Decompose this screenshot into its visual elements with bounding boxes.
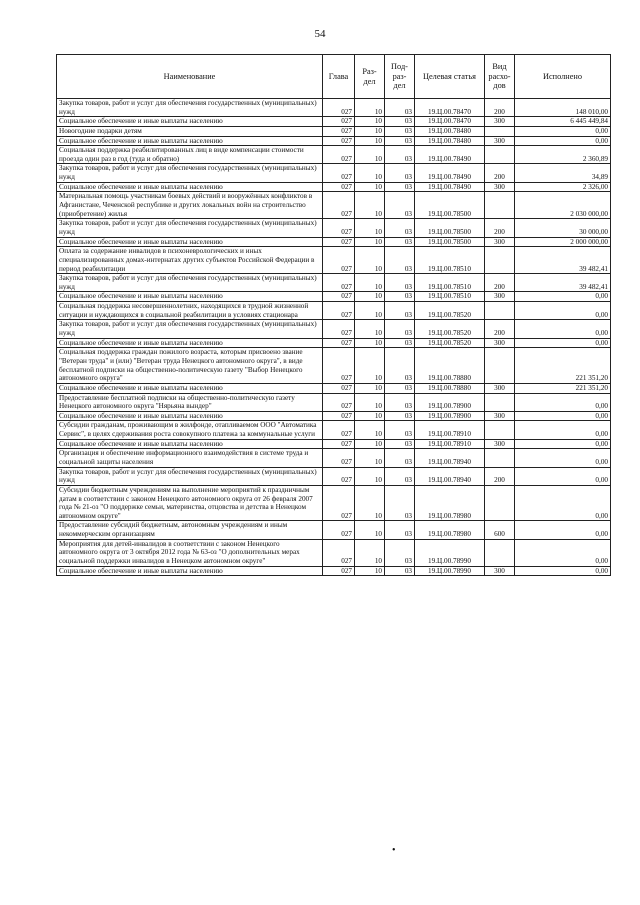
cell-vid: 300: [485, 566, 515, 576]
cell-razdel: 10: [355, 439, 385, 449]
table-row: [57, 136, 611, 146]
cell-ispolneno: 39 482,41: [515, 247, 611, 274]
cell-ispolneno: 0,00: [515, 449, 611, 467]
cell-ispolneno: 34,89: [515, 164, 611, 182]
cell-name: Социальная поддержка несовершеннолетних, находящихся в трудной жизненной ситуации и нуждающихся в социальной реабилитации в условиях стационара: [57, 302, 323, 320]
cell-podrazdel: 03: [385, 237, 415, 247]
cell-vid: [485, 393, 515, 411]
cell-name: Социальное обеспечение и иные выплаты населению: [57, 182, 323, 192]
budget-table: [56, 54, 611, 576]
cell-razdel: 10: [355, 182, 385, 192]
cell-razdel: 10: [355, 164, 385, 182]
cell-tselevaya: 19.Ц.00.78910: [415, 421, 485, 439]
table-row: [57, 182, 611, 192]
cell-razdel: 10: [355, 521, 385, 539]
cell-name: Оплата за содержание инвалидов в психоневрологических и иных специализированных домах-интернатах других субъектов Российской Федерации в период реабилитации: [57, 247, 323, 274]
cell-podrazdel: 03: [385, 320, 415, 338]
cell-name: Социальное обеспечение и иные выплаты населению: [57, 237, 323, 247]
cell-glava: 027: [323, 274, 355, 292]
cell-tselevaya: 19.Ц.00.78470: [415, 117, 485, 127]
cell-podrazdel: 03: [385, 247, 415, 274]
header-vid: Вид расхо- дов: [485, 55, 515, 99]
table-row: [57, 320, 611, 338]
cell-podrazdel: 03: [385, 219, 415, 237]
cell-vid: 200: [485, 274, 515, 292]
cell-vid: 200: [485, 99, 515, 117]
header-glava: Глава: [323, 55, 355, 99]
cell-podrazdel: 03: [385, 302, 415, 320]
cell-name: Организация и обеспечение информационного взаимодействия в системе труда и социальной защиты населения: [57, 449, 323, 467]
cell-name: Социальное обеспечение и иные выплаты населению: [57, 117, 323, 127]
cell-vid: 200: [485, 467, 515, 485]
cell-razdel: 10: [355, 274, 385, 292]
cell-razdel: 10: [355, 192, 385, 219]
cell-podrazdel: 03: [385, 126, 415, 136]
cell-razdel: 10: [355, 467, 385, 485]
cell-ispolneno: 2 326,00: [515, 182, 611, 192]
cell-vid: 300: [485, 439, 515, 449]
cell-podrazdel: 03: [385, 146, 415, 164]
table-row: [57, 99, 611, 117]
cell-vid: [485, 348, 515, 384]
cell-glava: 027: [323, 292, 355, 302]
header-tselevaya: Целевая статья: [415, 55, 485, 99]
cell-razdel: 10: [355, 126, 385, 136]
cell-razdel: 10: [355, 566, 385, 576]
cell-podrazdel: 03: [385, 274, 415, 292]
cell-tselevaya: 19.Ц.00.78990: [415, 539, 485, 566]
cell-name: Социальное обеспечение и иные выплаты населению: [57, 292, 323, 302]
cell-vid: 300: [485, 292, 515, 302]
table-row: [57, 485, 611, 521]
table-row: [57, 164, 611, 182]
table-row: [57, 383, 611, 393]
cell-glava: 027: [323, 320, 355, 338]
cell-name: Субсидии бюджетным учреждениям на выполнение мероприятий к праздничным датам в соответствии с законом Ненецкого автономного округа от 26 февраля 2007 года № 21-оз "О поддержке семьи, материнства, отцовства и детства в Ненецком автономном округе": [57, 485, 323, 521]
cell-ispolneno: 0,00: [515, 439, 611, 449]
cell-ispolneno: 148 010,00: [515, 99, 611, 117]
cell-ispolneno: 2 000 000,00: [515, 237, 611, 247]
cell-ispolneno: 221 351,20: [515, 383, 611, 393]
cell-tselevaya: 19.Ц.00.78520: [415, 338, 485, 348]
cell-tselevaya: 19.Ц.00.78990: [415, 566, 485, 576]
cell-name: Закупка товаров, работ и услуг для обеспечения государственных (муниципальных) нужд: [57, 164, 323, 182]
cell-razdel: 10: [355, 99, 385, 117]
cell-ispolneno: 0,00: [515, 320, 611, 338]
cell-podrazdel: 03: [385, 566, 415, 576]
cell-razdel: 10: [355, 247, 385, 274]
cell-tselevaya: 19.Ц.00.78490: [415, 146, 485, 164]
cell-podrazdel: 03: [385, 411, 415, 421]
cell-podrazdel: 03: [385, 164, 415, 182]
cell-vid: [485, 247, 515, 274]
cell-tselevaya: 19.Ц.00.78510: [415, 274, 485, 292]
cell-tselevaya: 19.Ц.00.78880: [415, 348, 485, 384]
cell-tselevaya: 19.Ц.00.78470: [415, 99, 485, 117]
cell-razdel: 10: [355, 411, 385, 421]
cell-tselevaya: 19.Ц.00.78910: [415, 439, 485, 449]
table-row: [57, 192, 611, 219]
table-row: [57, 439, 611, 449]
cell-name: Закупка товаров, работ и услуг для обеспечения государственных (муниципальных) нужд: [57, 274, 323, 292]
cell-glava: 027: [323, 182, 355, 192]
cell-name: Социальное обеспечение и иные выплаты населению: [57, 439, 323, 449]
cell-vid: [485, 539, 515, 566]
cell-ispolneno: 2 360,89: [515, 146, 611, 164]
table-row: [57, 292, 611, 302]
cell-name: Закупка товаров, работ и услуг для обеспечения государственных (муниципальных) нужд: [57, 320, 323, 338]
cell-ispolneno: 30 000,00: [515, 219, 611, 237]
cell-podrazdel: 03: [385, 393, 415, 411]
cell-glava: 027: [323, 247, 355, 274]
cell-glava: 027: [323, 164, 355, 182]
cell-name: Социальное обеспечение и иные выплаты населению: [57, 136, 323, 146]
table-row: [57, 146, 611, 164]
cell-ispolneno: 0,00: [515, 521, 611, 539]
cell-glava: 027: [323, 136, 355, 146]
table-row: [57, 348, 611, 384]
cell-tselevaya: 19.Ц.00.78480: [415, 136, 485, 146]
cell-glava: 027: [323, 485, 355, 521]
cell-podrazdel: 03: [385, 338, 415, 348]
header-razdel: Раз- дел: [355, 55, 385, 99]
page-number: 54: [314, 28, 326, 40]
cell-razdel: 10: [355, 348, 385, 384]
table-row: [57, 274, 611, 292]
cell-vid: [485, 192, 515, 219]
cell-name: Социальная поддержка граждан пожилого возраста, которым присвоено звание "Ветеран труда" и (или) "Ветеран труда Ненецкого автономного округа", в виде бесплатной подписки на общественно-политическую газету "Выбор Ненецкого автономного округа": [57, 348, 323, 384]
cell-ispolneno: 6 445 449,84: [515, 117, 611, 127]
cell-glava: 027: [323, 449, 355, 467]
cell-podrazdel: 03: [385, 439, 415, 449]
cell-vid: [485, 485, 515, 521]
cell-podrazdel: 03: [385, 467, 415, 485]
cell-tselevaya: 19.Ц.00.78980: [415, 521, 485, 539]
cell-vid: [485, 126, 515, 136]
cell-vid: 200: [485, 164, 515, 182]
cell-glava: 027: [323, 302, 355, 320]
cell-ispolneno: 0,00: [515, 292, 611, 302]
cell-razdel: 10: [355, 219, 385, 237]
cell-name: Социальное обеспечение и иные выплаты населению: [57, 566, 323, 576]
table-row: [57, 393, 611, 411]
cell-razdel: 10: [355, 383, 385, 393]
cell-name: Новогодние подарки детям: [57, 126, 323, 136]
cell-podrazdel: 03: [385, 539, 415, 566]
cell-glava: 027: [323, 383, 355, 393]
cell-podrazdel: 03: [385, 192, 415, 219]
cell-name: Мероприятия для детей-инвалидов в соответствии с законом Ненецкого автономного округа от 3 октября 2012 года № 63-оз "О дополнительных мерах социальной поддержки инвалидов в Ненецком автономном округе": [57, 539, 323, 566]
cell-name: Социальное обеспечение и иные выплаты населению: [57, 338, 323, 348]
cell-ispolneno: 0,00: [515, 539, 611, 566]
cell-glava: 027: [323, 566, 355, 576]
cell-ispolneno: 0,00: [515, 393, 611, 411]
cell-ispolneno: 0,00: [515, 126, 611, 136]
cell-tselevaya: 19.Ц.00.78510: [415, 247, 485, 274]
cell-glava: 027: [323, 521, 355, 539]
cell-razdel: 10: [355, 421, 385, 439]
cell-podrazdel: 03: [385, 449, 415, 467]
cell-vid: 300: [485, 117, 515, 127]
table-row: [57, 126, 611, 136]
cell-glava: 027: [323, 126, 355, 136]
table-row: [57, 411, 611, 421]
cell-tselevaya: 19.Ц.00.78490: [415, 182, 485, 192]
cell-ispolneno: 221 351,20: [515, 348, 611, 384]
cell-vid: 300: [485, 338, 515, 348]
cell-name: Материальная помощь участникам боевых действий и вооружённых конфликтов в Афганистане, Чеченской республике и других локальных войн на строительство (приобретение) жилья: [57, 192, 323, 219]
table-row: [57, 117, 611, 127]
cell-razdel: 10: [355, 449, 385, 467]
cell-vid: 300: [485, 136, 515, 146]
cell-podrazdel: 03: [385, 383, 415, 393]
cell-podrazdel: 03: [385, 136, 415, 146]
cell-glava: 027: [323, 99, 355, 117]
table-row: [57, 449, 611, 467]
cell-name: Предоставление бесплатной подписки на общественно-политическую газету Ненецкого автономного округа "Нярьяна вындер": [57, 393, 323, 411]
cell-vid: 200: [485, 219, 515, 237]
table-header-row: [57, 55, 611, 99]
table-row: [57, 219, 611, 237]
cell-razdel: 10: [355, 136, 385, 146]
cell-name: Субсидии гражданам, проживающим в жилфонде, отапливаемом ООО "Автоматика Сервис", в целях сдерживания роста совокупного платежа за коммунальные услуги: [57, 421, 323, 439]
cell-vid: [485, 146, 515, 164]
cell-podrazdel: 03: [385, 117, 415, 127]
cell-tselevaya: 19.Ц.00.78510: [415, 292, 485, 302]
cell-vid: [485, 302, 515, 320]
header-podrazdel: Под- раз- дел: [385, 55, 415, 99]
cell-glava: 027: [323, 146, 355, 164]
cell-name: Предоставление субсидий бюджетным, автономным учреждениям и иным некоммерческим организациям: [57, 521, 323, 539]
cell-tselevaya: 19.Ц.00.78490: [415, 164, 485, 182]
cell-podrazdel: 03: [385, 521, 415, 539]
cell-ispolneno: 0,00: [515, 411, 611, 421]
cell-ispolneno: 0,00: [515, 485, 611, 521]
cell-podrazdel: 03: [385, 348, 415, 384]
cell-tselevaya: 19.Ц.00.78520: [415, 302, 485, 320]
table-row: [57, 467, 611, 485]
cell-tselevaya: 19.Ц.00.78900: [415, 411, 485, 421]
cell-glava: 027: [323, 467, 355, 485]
cell-name: Закупка товаров, работ и услуг для обеспечения государственных (муниципальных) нужд: [57, 467, 323, 485]
cell-glava: 027: [323, 219, 355, 237]
cell-razdel: 10: [355, 117, 385, 127]
cell-razdel: 10: [355, 539, 385, 566]
cell-razdel: 10: [355, 485, 385, 521]
cell-tselevaya: 19.Ц.00.78500: [415, 192, 485, 219]
cell-name: Закупка товаров, работ и услуг для обеспечения государственных (муниципальных) нужд: [57, 99, 323, 117]
cell-ispolneno: 0,00: [515, 338, 611, 348]
cell-podrazdel: 03: [385, 421, 415, 439]
cell-vid: 600: [485, 521, 515, 539]
cell-razdel: 10: [355, 292, 385, 302]
cell-tselevaya: 19.Ц.00.78520: [415, 320, 485, 338]
cell-tselevaya: 19.Ц.00.78500: [415, 219, 485, 237]
cell-tselevaya: 19.Ц.00.78500: [415, 237, 485, 247]
cell-name: Закупка товаров, работ и услуг для обеспечения государственных (муниципальных) нужд: [57, 219, 323, 237]
cell-ispolneno: 0,00: [515, 302, 611, 320]
table-row: [57, 237, 611, 247]
table-row: [57, 566, 611, 576]
cell-podrazdel: 03: [385, 99, 415, 117]
cell-glava: 027: [323, 421, 355, 439]
table-row: [57, 247, 611, 274]
cell-tselevaya: 19.Ц.00.78980: [415, 485, 485, 521]
cell-ispolneno: 0,00: [515, 467, 611, 485]
cell-podrazdel: 03: [385, 292, 415, 302]
cell-ispolneno: 2 030 000,00: [515, 192, 611, 219]
table-row: [57, 302, 611, 320]
cell-glava: 027: [323, 192, 355, 219]
cell-glava: 027: [323, 348, 355, 384]
footer-mark: •: [392, 845, 396, 856]
cell-vid: 200: [485, 320, 515, 338]
table-row: [57, 338, 611, 348]
cell-glava: 027: [323, 539, 355, 566]
header-name: Наименование: [57, 55, 323, 99]
cell-razdel: 10: [355, 393, 385, 411]
cell-razdel: 10: [355, 146, 385, 164]
cell-tselevaya: 19.Ц.00.78940: [415, 449, 485, 467]
cell-glava: 027: [323, 439, 355, 449]
cell-vid: 300: [485, 237, 515, 247]
cell-tselevaya: 19.Ц.00.78480: [415, 126, 485, 136]
cell-vid: [485, 449, 515, 467]
cell-vid: 300: [485, 182, 515, 192]
cell-glava: 027: [323, 393, 355, 411]
cell-tselevaya: 19.Ц.00.78880: [415, 383, 485, 393]
cell-vid: [485, 421, 515, 439]
cell-name: Социальное обеспечение и иные выплаты населению: [57, 411, 323, 421]
cell-tselevaya: 19.Ц.00.78940: [415, 467, 485, 485]
header-ispolneno: Исполнено: [515, 55, 611, 99]
table-row: [57, 421, 611, 439]
table-row: [57, 521, 611, 539]
cell-name: Социальное обеспечение и иные выплаты населению: [57, 383, 323, 393]
cell-ispolneno: 39 482,41: [515, 274, 611, 292]
cell-glava: 027: [323, 117, 355, 127]
cell-ispolneno: 0,00: [515, 421, 611, 439]
cell-razdel: 10: [355, 320, 385, 338]
cell-glava: 027: [323, 338, 355, 348]
cell-podrazdel: 03: [385, 182, 415, 192]
cell-razdel: 10: [355, 237, 385, 247]
cell-name: Социальная поддержка реабилитированных лиц в виде компенсации стоимости проезда один раз в год (туда и обратно): [57, 146, 323, 164]
cell-razdel: 10: [355, 302, 385, 320]
cell-podrazdel: 03: [385, 485, 415, 521]
cell-tselevaya: 19.Ц.00.78900: [415, 393, 485, 411]
cell-ispolneno: 0,00: [515, 566, 611, 576]
cell-vid: 300: [485, 383, 515, 393]
table-row: [57, 539, 611, 566]
cell-ispolneno: 0,00: [515, 136, 611, 146]
cell-razdel: 10: [355, 338, 385, 348]
cell-glava: 027: [323, 411, 355, 421]
cell-vid: 300: [485, 411, 515, 421]
cell-glava: 027: [323, 237, 355, 247]
